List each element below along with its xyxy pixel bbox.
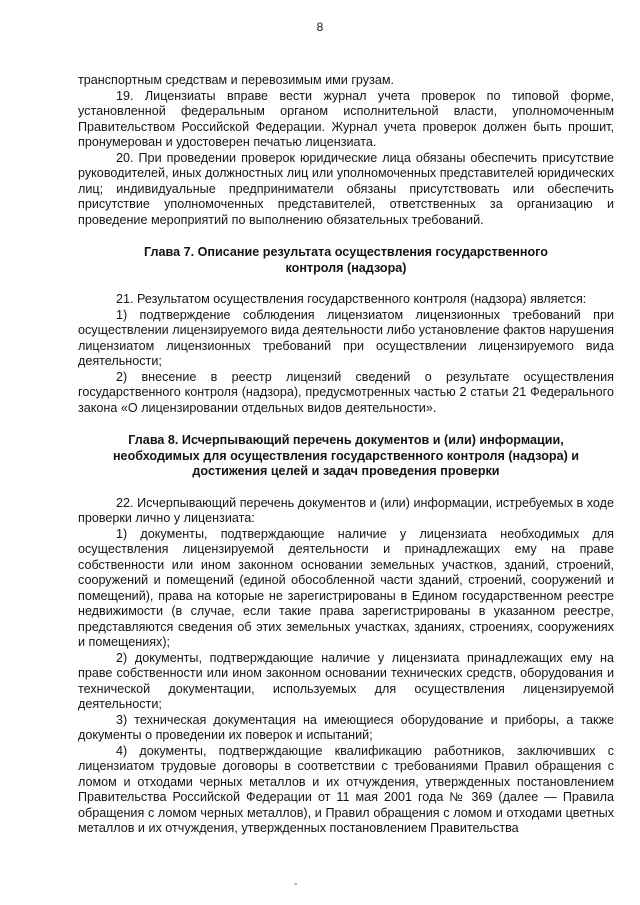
paragraph-20: 20. При проведении проверок юридические лица обязаны обеспечить присутствие руководителей, иных должностных лиц или уполномоченных представителей юридических лиц; индивидуальные предприниматели обязаны присутствовать или обеспечить присутствие уполномоченных представителей, ответственных за организацию и проведение мероприятий по выполнению обязательных требований. bbox=[78, 150, 614, 227]
chapter-8-heading bbox=[78, 433, 614, 480]
paragraph-21-item-1: 1) подтверждение соблюдения лицензиатом лицензионных требований при осуществлении лицензируемого вида деятельности либо установление фактов нарушения лицензиатом лицензионных требований при осуществлении лицензируемого вида деятельности; bbox=[78, 307, 614, 369]
chapter-7-heading-line-1: Глава 7. Описание результата осуществления государственного bbox=[144, 245, 548, 259]
paragraph-18-tail: транспортным средствам и перевозимым ими грузам. bbox=[78, 73, 395, 87]
document-body bbox=[78, 73, 614, 837]
chapter-8-heading-line-1: Глава 8. Исчерпывающий перечень документов и (или) информации, bbox=[128, 433, 564, 448]
page-number: 8 bbox=[316, 20, 324, 34]
chapter-7-heading bbox=[78, 245, 614, 276]
paragraph-21-item-2: 2) внесение в реестр лицензий сведений о результате осуществления государственного контроля (надзора), предусмотренных частью 2 статьи 21 Федерального закона «О лицензировании отдельных видов деятельности». bbox=[78, 369, 614, 415]
paragraph-22-item-4: 4) документы, подтверждающие квалификацию работников, заключивших с лицензиатом трудовые договоры в соответствии с требованиями Правил обращения с ломом и отходами черных металлов и их отчуждения, утвержденных постановлением Правительства Российской Федерации от 11 мая 2001 года № 369 (далее — Правила обращения с ломом черных металлов), и Правил обращения с ломом и отходами цветных металлов и их отчуждения, утвержденных постановлением Правительства bbox=[78, 743, 614, 836]
paragraph-22-item-2: 2) документы, подтверждающие наличие у лицензиата принадлежащих ему на праве собственности или ином законном основании технических средств, оборудования и технической документации, используемых для осуществления лицензируемой деятельности; bbox=[78, 650, 614, 712]
chapter-8-heading-line-2: необходимых для осуществления государственного контроля (надзора) и bbox=[112, 448, 580, 463]
paragraph-19: 19. Лицензиаты вправе вести журнал учета проверок по типовой форме, установленной федеральным органом исполнительной власти, уполномоченным Правительством Российской Федерации. Журнал учета проверок должен быть прошит, пронумерован и удостоверен печатью лицензиата. bbox=[78, 88, 614, 149]
paragraph-22-item-3: 3) техническая документация на имеющиеся оборудование и приборы, а также документы о проведении их поверок и испытаний; bbox=[78, 712, 614, 743]
paragraph-21-intro: 21. Результатом осуществления государственного контроля (надзора) является: bbox=[116, 292, 587, 307]
footer-mark: - bbox=[294, 879, 298, 890]
paragraph-22-item-1: 1) документы, подтверждающие наличие у лицензиата необходимых для осуществления лицензируемой деятельности и принадлежащих ему на праве собственности или ином законном основании земельных участков, зданий, строений, сооружений и помещений (единой обособленной части зданий, строений, сооружений и помещений), права на которые не зарегистрированы в Едином государственном реестре недвижимости (в случае, если такие права зарегистрированы в указанном реестре, представляются сведения об этих земельных участках, зданиях, строениях, сооружениях и помещениях); bbox=[78, 526, 614, 650]
chapter-8-heading-line-3: достижения целей и задач проведения проверки bbox=[192, 464, 500, 479]
chapter-7-heading-line-2: контроля (надзора) bbox=[285, 260, 407, 275]
paragraph-22-intro: 22. Исчерпывающий перечень документов и (или) информации, истребуемых в ходе проверки лично у лицензиата: bbox=[78, 495, 614, 526]
